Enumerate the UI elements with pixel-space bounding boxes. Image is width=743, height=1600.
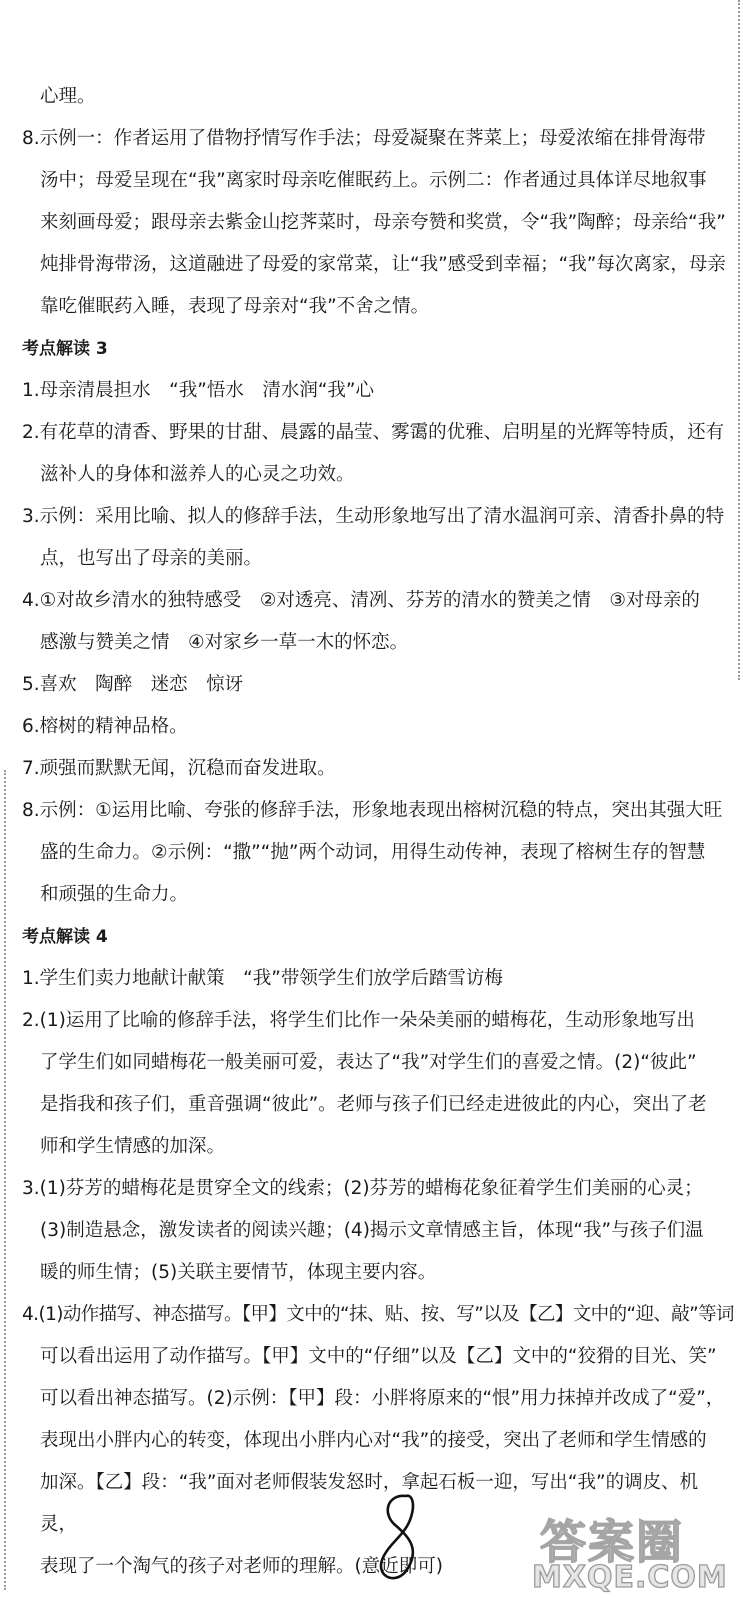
left-binding-dots — [4, 770, 6, 1590]
text-line: 炖排骨海带汤，这道融进了母爱的家常菜，让“我”感受到幸福；“我”每次离家，母亲 — [40, 254, 726, 275]
text-line: 暖的师生情；(5)关联主要情节，体现主要内容。 — [40, 1262, 437, 1283]
text-line: 心理。 — [40, 86, 96, 107]
text-line: 5.喜欢 陶醉 迷恋 惊讶 — [22, 674, 244, 695]
text-line: 2.有花草的清香、野果的甘甜、晨露的晶莹、雾霭的优雅、启明星的光辉等特质，还有 — [22, 422, 725, 443]
text-line: 表现了一个淘气的孩子对老师的理解。(意近即可) — [40, 1556, 443, 1577]
watermark-logo: 答案圈 — [540, 1515, 684, 1569]
text-line: 和顽强的生命力。 — [40, 884, 189, 905]
text-line: 3.(1)芬芳的蜡梅花是贯穿全文的线索；(2)芬芳的蜡梅花象征着学生们美丽的心灵； — [22, 1178, 703, 1199]
text-line: 表现出小胖内心的转变，体现出小胖内心对“我”的接受，突出了老师和学生情感的 — [40, 1430, 707, 1451]
text-line: 是指我和孩子们，重音强调“彼此”。老师与孩子们已经走进彼此的内心，突出了老 — [40, 1094, 707, 1115]
text-line: 汤中；母爱呈现在“我”离家时母亲吃催眠药上。示例二：作者通过具体详尽地叙事 — [40, 170, 707, 191]
text-line: 师和学生情感的加深。 — [40, 1136, 226, 1157]
text-line: 7.顽强而默默无闻，沉稳而奋发进取。 — [22, 758, 336, 779]
text-line: 2.(1)运用了比喻的修辞手法，将学生们比作一朵朵美丽的蜡梅花，生动形象地写出 — [22, 1010, 695, 1031]
watermark-url: MXQE.COM — [532, 1560, 728, 1595]
text-line: 4.(1)动作描写、神态描写。【甲】文中的“抹、贴、按、写”以及【乙】文中的“迎、敲”等词 — [22, 1304, 734, 1325]
text-line: 1.母亲清晨担水 “我”悟水 清水润“我”心 — [22, 380, 374, 401]
text-line: (3)制造悬念，激发读者的阅读兴趣；(4)揭示文章情感主旨，体现“我”与孩子们温 — [40, 1220, 704, 1241]
text-line: 点，也写出了母亲的美丽。 — [40, 548, 263, 569]
text-line: 来刻画母爱；跟母亲去紫金山挖荠菜时，母亲夸赞和奖赏，令“我”陶醉；母亲给“我” — [40, 212, 726, 233]
text-line: 滋补人的身体和滋养人的心灵之功效。 — [40, 464, 355, 485]
text-line: 了学生们如同蜡梅花一般美丽可爱，表达了“我”对学生们的喜爱之情。(2)“彼此” — [40, 1052, 697, 1073]
section-heading-4: 考点解读 4 — [22, 927, 108, 947]
text-line: 感激与赞美之情 ④对家乡一草一木的怀恋。 — [40, 632, 409, 653]
text-line: 3.示例：采用比喻、拟人的修辞手法，生动形象地写出了清水温润可亲、清香扑鼻的特 — [22, 506, 725, 527]
text-line: 1.学生们卖力地献计献策 “我”带领学生们放学后踏雪访梅 — [22, 968, 503, 989]
text-line: 盛的生命力。②示例：“撒”“抛”两个动词，用得生动传神，表现了榕树生存的智慧 — [40, 842, 706, 863]
right-binding-dots — [738, 0, 740, 680]
text-line: 4.①对故乡清水的独特感受 ②对透亮、清冽、芬芳的清水的赞美之情 ③对母亲的 — [22, 590, 700, 611]
section-heading-3: 考点解读 3 — [22, 339, 108, 359]
text-line: 可以看出神态描写。(2)示例：【甲】段：小胖将原来的“恨”用力抹掉并改成了“爱”， — [40, 1388, 725, 1409]
handwritten-page-number — [368, 1490, 428, 1590]
text-line: 加深。【乙】段：“我”面对老师假装发怒时，拿起石板一迎，写出“我”的调皮、机灵， — [40, 1472, 699, 1535]
text-line: 可以看出运用了动作描写。【甲】文中的“仔细”以及【乙】文中的“狡猾的目光、笑” — [40, 1346, 717, 1367]
text-line: 靠吃催眠药入睡，表现了母亲对“我”不舍之情。 — [40, 296, 430, 317]
text-line: 8.示例：①运用比喻、夸张的修辞手法，形象地表现出榕树沉稳的特点，突出其强大旺 — [22, 800, 723, 821]
text-line: 8.示例一：作者运用了借物抒情写作手法；母爱凝聚在荠菜上；母爱浓缩在排骨海带 — [22, 128, 706, 149]
answer-content — [22, 76, 734, 1588]
text-line: 6.榕树的精神品格。 — [22, 716, 188, 737]
